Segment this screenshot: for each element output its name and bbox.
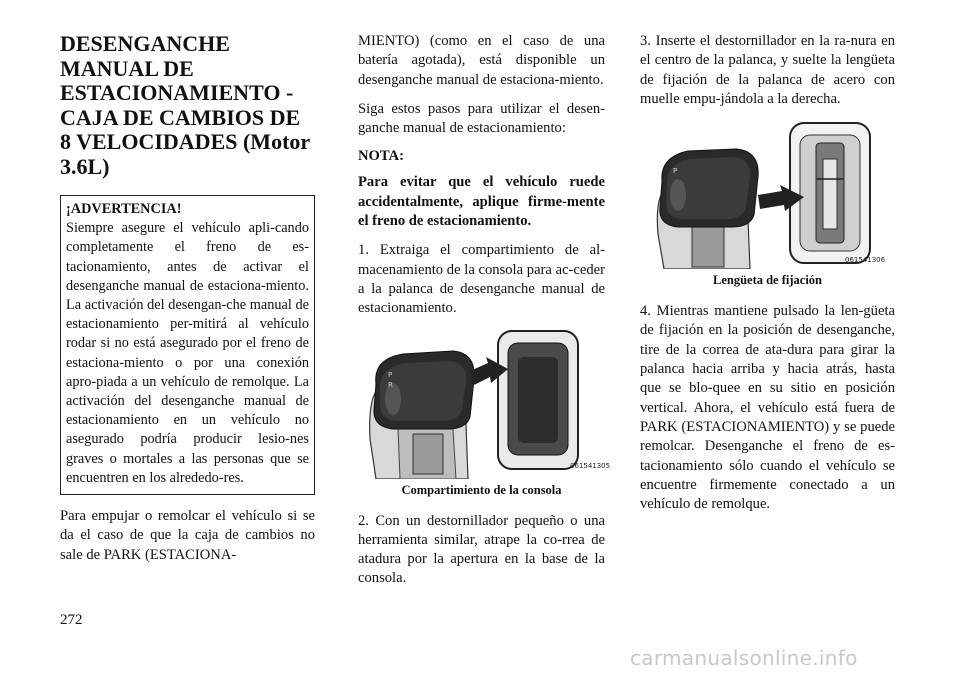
svg-text:P: P <box>673 167 678 176</box>
svg-text:P: P <box>388 370 393 379</box>
watermark: carmanualsonline.info <box>630 646 858 670</box>
intro-continued: MIENTO) (como en el caso de una batería agotada), está disponible un desenganche manual de estaciona-miento. <box>358 33 605 88</box>
section-title <box>60 32 315 179</box>
note-label: NOTA: <box>358 148 404 165</box>
warning-heading: ¡ADVERTENCIA! <box>66 201 182 217</box>
step-1: 1. Extraiga el compartimiento de al-macenamiento de la consola para ac-ceder a la palanca de desenganche manual de estacionamiento. <box>358 242 605 317</box>
column-2 <box>358 32 611 599</box>
step-3: 3. Inserte el destornillador en la ra-nura en el centro de la palanca, y suelte la lengüeta de fijación de la palanca de acero con muelle empu-jándola a la derecha. <box>640 33 895 107</box>
title-line: ESTACIONAMIENTO - <box>60 80 294 105</box>
figure-caption: Lengüeta de fijación <box>712 273 823 288</box>
steps-intro: Siga estos pasos para utilizar el desen-ganche manual de estacionamiento: <box>358 100 605 137</box>
figure-console-compartment <box>358 329 611 479</box>
step-2: 2. Con un destornillador pequeño o una herramienta similar, atrape la co-rrea de atadura por la apertura en la base de la consola. <box>358 512 605 587</box>
title-line: 3.6L) <box>60 153 110 179</box>
title-line: 8 VELOCIDADES (Motor <box>60 129 311 154</box>
figure-code: 061541306 <box>845 256 886 265</box>
page-number: 272 <box>60 612 83 628</box>
figure-caption: Compartimiento de la consola <box>401 482 562 497</box>
intro-paragraph: Para empujar o remolcar el vehículo si se da el caso de que la caja de cambios no sale de PARK (ESTACIONA- <box>60 508 315 563</box>
title-line: CAJA DE CAMBIOS DE <box>60 104 301 130</box>
svg-text:R: R <box>388 380 393 389</box>
console-compartment-illustration <box>358 329 605 479</box>
column-1 <box>60 32 315 575</box>
step-4: 4. Mientras mantiene pulsado la len-güeta de fijación en la posición de desenganche, tire de la correa de ata-dura para girar la palanca hacia arriba y hacia atrás, hasta que se blo-quee en su sitio en posición vertical. Ahora, el vehículo está fuera de PARK (ESTACIONAMIENTO) y se puede remolcar. Desenganche el freno de es-tacionamiento sólo cuando el vehículo se encuentre firmemente conectado a un vehículo de remolque. <box>640 303 895 513</box>
locking-tab-illustration <box>640 119 895 269</box>
note-text: Para evitar que el vehículo ruede accidentalmente, aplique firme-mente el freno de estacionamiento. <box>358 174 605 230</box>
warning-box <box>60 195 315 495</box>
figure-code: 061541305 <box>570 461 611 470</box>
column-3 <box>640 32 895 524</box>
figure-locking-tab <box>640 119 895 269</box>
title-line: MANUAL DE <box>60 55 194 81</box>
title-line: DESENGANCHE <box>60 31 230 56</box>
warning-text: Siempre asegure el vehículo apli-cando completamente el freno de es-tacionamiento, antes de activar el desenganche manual de estaciona-miento. La activación del desengan-che manual de estacionamiento per-mitirá al vehículo rodar si no está asegurado por el freno de estaciona-miento o por una conexión apro-piada a un vehículo de remolque. La activación del desenganche manual de estacionamiento en un vehículo no asegurado podría producir lesio-nes graves o mortales a las personas que se encuentren en los alrededo-res. <box>66 220 309 486</box>
